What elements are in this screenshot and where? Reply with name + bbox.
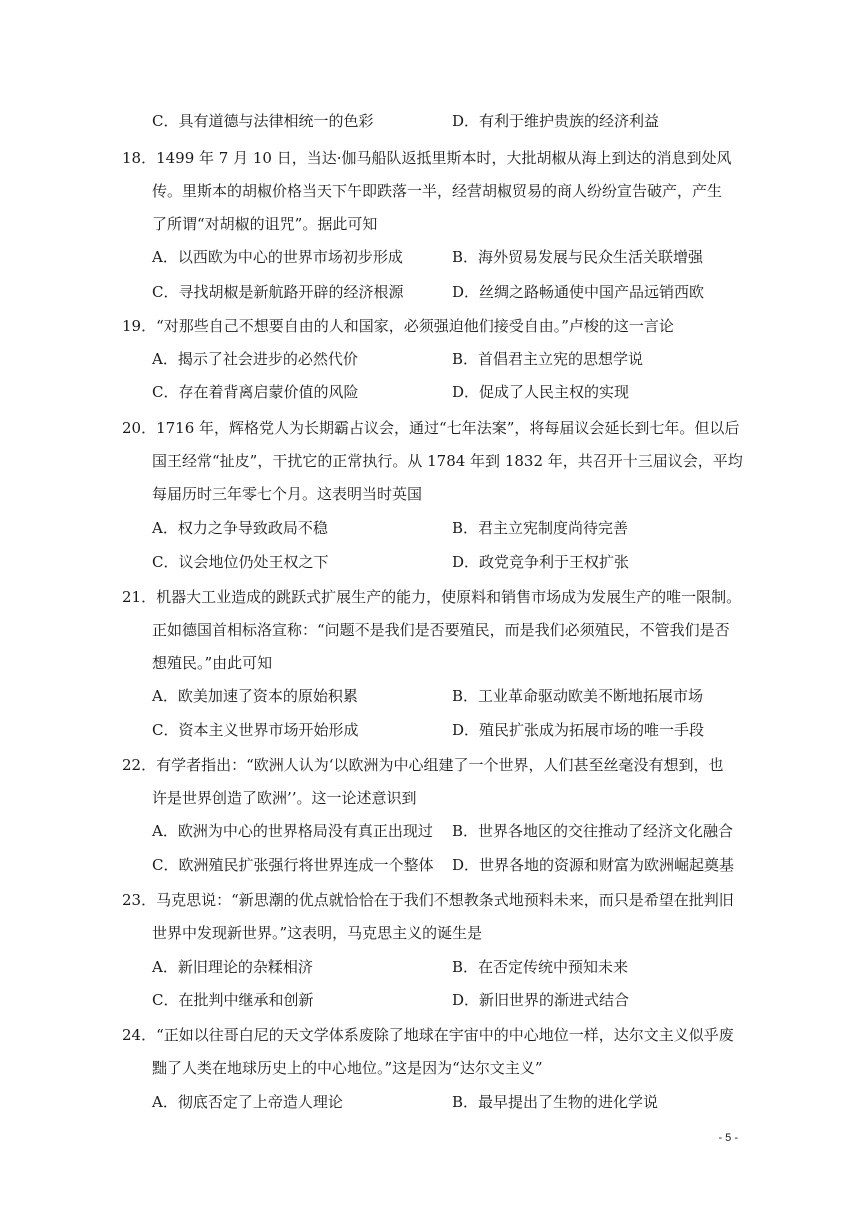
q19-option-c: C．存在着背离启蒙价值的风险 [152,383,359,401]
q20-option-a: A．权力之争导致政局不稳 [152,519,328,537]
q19-option-d: D．促成了人民主权的实现 [452,383,630,401]
q23-stem-line-2: 世界中发现新世界。”这表明，马克思主义的诞生是 [152,924,483,942]
q19-option-b: B．首倡君主立宪的思想学说 [452,350,644,368]
q24-stem-line-1: 24．“正如以往哥白尼的天文学体系废除了地球在宇宙中的中心地位一样，达尔文主义似乎废 [122,1026,734,1044]
q24-stem-line-2: 黜了人类在地球历史上的中心地位。”这是因为“达尔文主义” [152,1059,543,1077]
q18-option-c: C．寻找胡椒是新航路开辟的经济根源 [152,283,404,301]
q23-option-a: A．新旧理论的杂糅相济 [152,958,313,976]
q21-option-b: B．工业革命驱动欧美不断地拓展市场 [452,687,704,705]
q21-option-d: D．殖民扩张成为拓展市场的唯一手段 [452,721,705,739]
q22-stem-line-2: 许是世界创造了欧洲’’。这一论述意识到 [152,789,417,807]
q19-stem-line-1: 19．“对那些自己不想要自由的人和国家，必须强迫他们接受自由。”卢梭的这一言论 [122,317,674,335]
q20-stem-line-1: 20．1716 年，辉格党人为长期霸占议会，通过“七年法案”，将每届议会延长到七年。但以后 [122,419,740,437]
q17-option-d: D．有利于维护贵族的经济利益 [452,112,660,130]
q20-option-b: B．君主立宪制度尚待完善 [452,519,629,537]
q18-option-a: A．以西欧为中心的世界市场初步形成 [152,248,403,266]
q21-option-a: A．欧美加速了资本的原始积累 [152,687,358,705]
q20-stem-line-3: 每届历时三年零七个月。这表明当时英国 [152,485,423,503]
page-number: - 5 - [718,1132,738,1144]
q22-option-c: C．欧洲殖民扩张强行将世界连成一个整体 [152,856,434,874]
q20-stem-line-2: 国王经常“扯皮”，干扰它的正常执行。从 1784 年到 1832 年，共召开十三届议会，平均 [152,452,743,470]
q22-stem-line-1: 22．有学者指出：“欧洲人认为‘以欧洲为中心组建了一个世界，人们甚至丝毫没有想到，也 [122,756,724,774]
q17-option-c: C．具有道德与法律相统一的色彩 [152,112,374,130]
q18-stem-line-3: 了所谓“对胡椒的诅咒”。据此可知 [152,215,378,233]
q22-option-b: B．世界各地区的交往推动了经济文化融合 [452,822,734,840]
q21-option-c: C．资本主义世界市场开始形成 [152,721,359,739]
q21-stem-line-3: 想殖民。”由此可知 [152,654,273,672]
q23-option-c: C．在批判中继承和创新 [152,991,314,1009]
q21-stem-line-1: 21．机器大工业造成的跳跃式扩展生产的能力，使原料和销售市场成为发展生产的唯一限制。 [122,588,742,606]
q23-option-d: D．新旧世界的渐进式结合 [452,991,630,1009]
q18-stem-line-1: 18．1499 年 7 月 10 日，当达·伽马船队返抵里斯本时，大批胡椒从海上到达的消息到处风 [122,149,732,167]
q18-option-b: B．海外贸易发展与民众生活关联增强 [452,248,704,266]
q21-stem-line-2: 正如德国首相标洛宣称：“问题不是我们是否要殖民，而是我们必须殖民，不管我们是否 [152,621,730,639]
q18-option-d: D．丝绸之路畅通使中国产品远销西欧 [452,283,705,301]
q18-stem-line-2: 传。里斯本的胡椒价格当天下午即跌落一半，经营胡椒贸易的商人纷纷宣告破产，产生 [152,182,723,200]
q19-option-a: A．揭示了社会进步的必然代价 [152,350,358,368]
q22-option-d: D．世界各地的资源和财富为欧洲崛起奠基 [452,856,735,874]
q24-option-a: A．彻底否定了上帝造人理论 [152,1093,343,1111]
q23-stem-line-1: 23．马克思说：“新思潮的优点就恰恰在于我们不想教条式地预料未来，而只是希望在批判旧 [122,891,734,909]
q24-option-b: B．最早提出了生物的进化学说 [452,1093,659,1111]
q22-option-a: A．欧洲为中心的世界格局没有真正出现过 [152,822,433,840]
q20-option-d: D．政党竞争利于王权扩张 [452,553,630,571]
q20-option-c: C．议会地位仍处王权之下 [152,553,329,571]
q23-option-b: B．在否定传统中预知未来 [452,958,629,976]
